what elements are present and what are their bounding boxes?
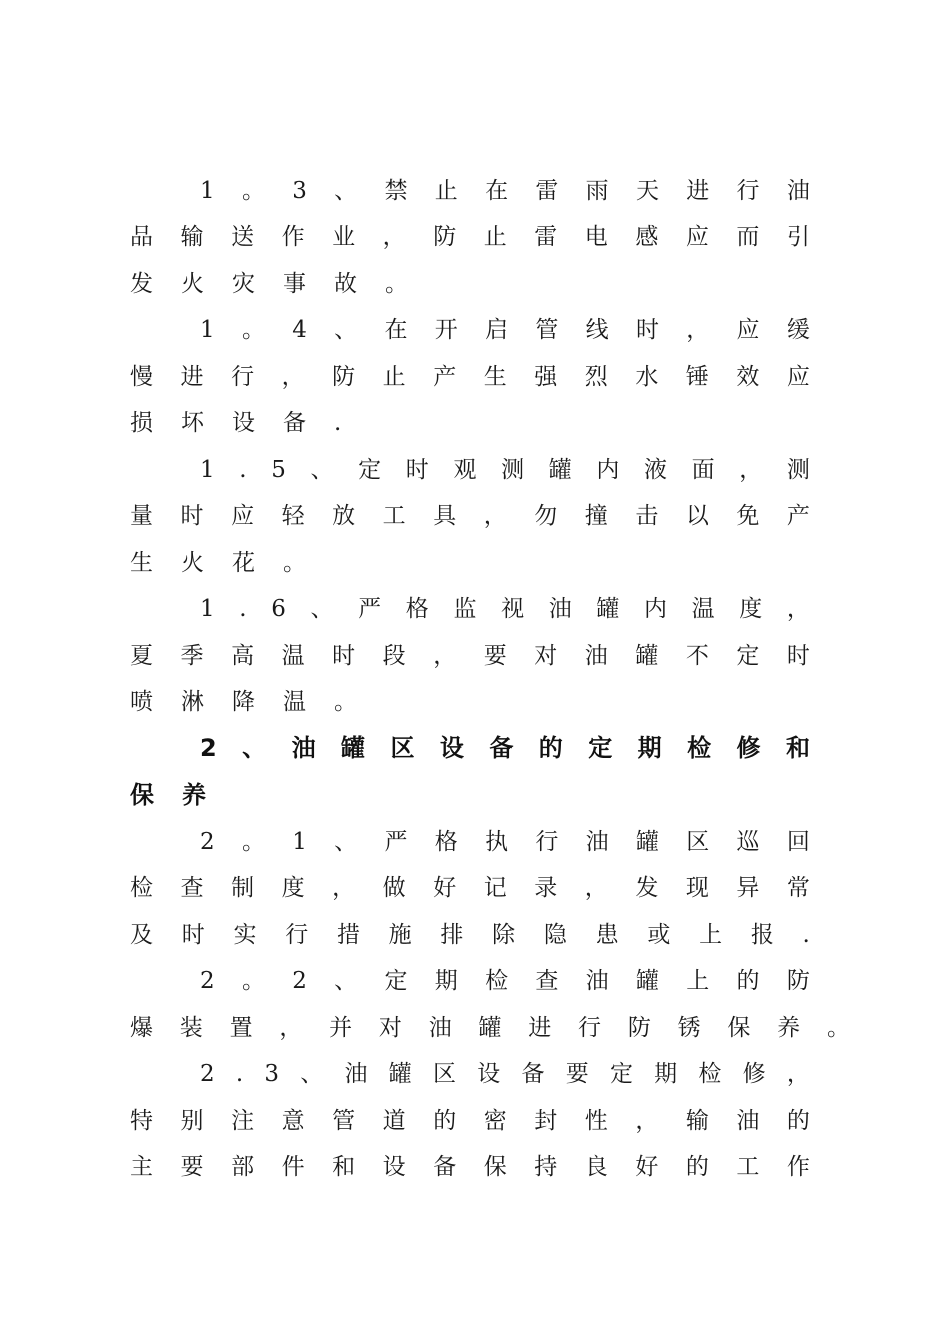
- text-char: ，: [433, 643, 457, 669]
- text-char: 油: [786, 178, 810, 204]
- text-char: 引: [786, 224, 810, 250]
- text-char: 巡: [736, 829, 760, 855]
- text-char: 2: [200, 968, 215, 994]
- text-char: 作: [786, 1154, 810, 1180]
- text-char: 防: [627, 1015, 651, 1041]
- text-char: 油: [584, 643, 608, 669]
- text-char: 工: [382, 503, 406, 529]
- text-char: 性: [584, 1108, 608, 1134]
- text-char: 1: [292, 829, 307, 855]
- text-char: 应: [685, 224, 709, 250]
- text-char: 异: [736, 875, 760, 901]
- text-char: 养: [777, 1015, 801, 1041]
- text-char: 花: [232, 550, 255, 576]
- text-line: [200, 168, 810, 214]
- text-char: 测: [786, 457, 810, 483]
- text-line: [130, 1005, 850, 1051]
- text-char: 油: [344, 1061, 368, 1087]
- text-char: 的: [685, 1154, 709, 1180]
- text-char: 修: [742, 1061, 766, 1087]
- text-char: 、: [300, 1061, 324, 1087]
- text-char: 喷: [130, 689, 153, 715]
- text-char: 温: [691, 596, 715, 622]
- text-char: 度: [739, 596, 763, 622]
- text-char: 上: [699, 922, 723, 948]
- text-char: 检: [130, 875, 153, 901]
- text-line: [130, 912, 810, 958]
- text-char: 行: [285, 922, 309, 948]
- text-char: 。: [241, 829, 265, 855]
- text-char: 施: [388, 922, 412, 948]
- text-char: ，: [332, 875, 356, 901]
- text-line: [130, 1098, 810, 1144]
- text-char: 2: [200, 1061, 215, 1087]
- text-char: 水: [635, 364, 659, 390]
- text-char: 进: [686, 178, 710, 204]
- text-char: 发: [130, 271, 153, 297]
- text-char: ，: [483, 503, 507, 529]
- text-char: 做: [382, 875, 406, 901]
- text-char: 检: [485, 968, 509, 994]
- text-char: 温: [281, 643, 305, 669]
- text-char: 要: [565, 1061, 589, 1087]
- text-line: [130, 214, 810, 260]
- text-char: 保: [727, 1015, 751, 1041]
- text-char: 慢: [130, 364, 153, 390]
- text-char: 备: [433, 1154, 457, 1180]
- text-char: 输: [180, 224, 204, 250]
- text-char: 夏: [130, 643, 153, 669]
- text-char: 保: [130, 781, 154, 809]
- text-char: 止: [382, 364, 406, 390]
- text-char: 好: [635, 1154, 659, 1180]
- text-char: ，: [584, 875, 608, 901]
- text-line: [130, 493, 810, 539]
- text-char: 罐: [548, 457, 572, 483]
- text-char: 设: [439, 734, 464, 762]
- text-char: .: [235, 1061, 244, 1087]
- text-char: 勿: [534, 503, 558, 529]
- text-char: 部: [231, 1154, 255, 1180]
- text-char: 天: [635, 178, 659, 204]
- text-char: 6: [271, 596, 286, 622]
- text-char: ，: [786, 1061, 810, 1087]
- text-char: 除: [492, 922, 516, 948]
- text-char: 及: [130, 922, 153, 948]
- text-char: 5: [271, 457, 286, 483]
- text-char: 液: [644, 457, 667, 483]
- text-char: 进: [180, 364, 204, 390]
- text-char: 1: [200, 596, 215, 622]
- text-char: 损: [130, 410, 153, 436]
- text-char: 在: [384, 317, 408, 343]
- text-char: 、: [334, 829, 358, 855]
- text-char: 输: [685, 1108, 709, 1134]
- text-char: 要: [180, 1154, 204, 1180]
- text-char: 段: [382, 643, 406, 669]
- text-char: 格: [434, 829, 458, 855]
- text-char: 送: [231, 224, 255, 250]
- text-char: 要: [483, 643, 507, 669]
- text-char: 定: [358, 457, 382, 483]
- text-char: 免: [736, 503, 760, 529]
- text-char: 观: [453, 457, 477, 483]
- text-char: 罐: [596, 596, 620, 622]
- text-line: [200, 586, 810, 632]
- text-char: 淋: [181, 689, 204, 715]
- text-char: 3: [292, 178, 307, 204]
- text-char: 检: [687, 734, 712, 762]
- text-char: 排: [440, 922, 464, 948]
- text-char: 应: [786, 364, 810, 390]
- text-char: 应: [736, 317, 760, 343]
- text-char: 应: [231, 503, 255, 529]
- text-char: 并: [329, 1015, 353, 1041]
- text-char: 防: [433, 224, 457, 250]
- text-char: 区: [433, 1061, 456, 1087]
- text-char: 意: [281, 1108, 305, 1134]
- text-char: 、: [242, 734, 267, 762]
- text-char: 备: [489, 734, 514, 762]
- text-char: 烈: [584, 364, 608, 390]
- text-char: 罐: [635, 643, 659, 669]
- text-char: 期: [654, 1061, 678, 1087]
- text-char: 查: [535, 968, 559, 994]
- text-char: 油: [585, 829, 609, 855]
- text-char: 发: [635, 875, 659, 901]
- text-char: 止: [434, 178, 458, 204]
- text-char: 主: [130, 1154, 153, 1180]
- text-char: 防: [786, 968, 810, 994]
- text-char: 雷: [534, 224, 558, 250]
- text-char: 降: [232, 689, 255, 715]
- text-char: 和: [785, 734, 810, 762]
- text-char: 视: [501, 596, 525, 622]
- text-line: [130, 354, 810, 400]
- text-char: 、: [310, 596, 334, 622]
- text-char: 区: [390, 734, 415, 762]
- text-char: 季: [180, 643, 204, 669]
- text-char: 油: [736, 1108, 760, 1134]
- text-line: [130, 1144, 810, 1190]
- text-char: 放: [332, 503, 356, 529]
- text-char: 品: [130, 224, 153, 250]
- text-char: 期: [434, 968, 458, 994]
- text-char: 时: [181, 922, 205, 948]
- text-char: 或: [647, 922, 671, 948]
- text-char: 期: [637, 734, 662, 762]
- text-char: .: [239, 457, 247, 483]
- text-char: .: [334, 410, 342, 436]
- text-char: 设: [382, 1154, 406, 1180]
- text-char: 罐: [341, 734, 366, 762]
- text-char: 设: [232, 410, 255, 436]
- text-char: 、: [334, 178, 358, 204]
- text-char: 2: [292, 968, 307, 994]
- text-char: 锈: [677, 1015, 701, 1041]
- text-char: 良: [584, 1154, 608, 1180]
- text-char: 罐: [478, 1015, 502, 1041]
- text-line: [130, 261, 810, 307]
- text-char: 4: [292, 317, 307, 343]
- text-char: 锤: [685, 364, 709, 390]
- text-char: 患: [595, 922, 619, 948]
- text-char: 格: [405, 596, 429, 622]
- text-char: 监: [453, 596, 477, 622]
- text-char: 而: [736, 224, 760, 250]
- text-char: 行: [578, 1015, 602, 1041]
- text-char: ，: [281, 364, 305, 390]
- text-char: 报: [750, 922, 774, 948]
- text-char: 高: [231, 643, 255, 669]
- text-char: 备: [521, 1061, 545, 1087]
- text-char: 。: [241, 317, 265, 343]
- text-char: 3: [264, 1061, 280, 1087]
- text-line: [200, 958, 810, 1004]
- text-char: 故: [334, 271, 357, 297]
- text-char: 检: [698, 1061, 722, 1087]
- text-char: 持: [534, 1154, 558, 1180]
- text-char: 爆: [130, 1015, 153, 1041]
- text-char: 产: [786, 503, 810, 529]
- text-char: 定: [609, 1061, 633, 1087]
- text-char: 修: [736, 734, 761, 762]
- text-char: 火: [181, 271, 204, 297]
- text-char: 1: [200, 457, 215, 483]
- text-line: [130, 633, 810, 679]
- text-char: 产: [433, 364, 457, 390]
- text-char: 防: [332, 364, 356, 390]
- text-char: 生: [483, 364, 507, 390]
- text-char: 。: [826, 1015, 850, 1041]
- text-char: 严: [358, 596, 382, 622]
- text-char: 设: [477, 1061, 501, 1087]
- text-char: 缓: [786, 317, 810, 343]
- text-char: 养: [182, 781, 206, 809]
- text-char: 件: [281, 1154, 305, 1180]
- text-char: 封: [534, 1108, 558, 1134]
- text-char: 行: [231, 364, 255, 390]
- text-line: [200, 307, 810, 353]
- text-char: 录: [534, 875, 558, 901]
- text-char: 备: [283, 410, 306, 436]
- text-char: 时: [332, 643, 356, 669]
- text-char: 上: [686, 968, 710, 994]
- text-char: 具: [433, 503, 457, 529]
- text-char: 保: [483, 1154, 507, 1180]
- text-line: [130, 679, 810, 725]
- text-char: 禁: [384, 178, 408, 204]
- text-char: 雨: [585, 178, 609, 204]
- text-char: 撞: [584, 503, 608, 529]
- text-char: 的: [538, 734, 563, 762]
- text-char: 实: [233, 922, 257, 948]
- text-char: 2: [200, 734, 217, 762]
- text-char: 。: [385, 271, 408, 297]
- text-char: 油: [291, 734, 316, 762]
- text-char: 好: [433, 875, 457, 901]
- text-line: [130, 400, 810, 446]
- text-char: 事: [283, 271, 306, 297]
- text-char: 的: [786, 1108, 810, 1134]
- text-char: 线: [585, 317, 609, 343]
- text-char: 、: [334, 968, 358, 994]
- text-char: 和: [332, 1154, 356, 1180]
- text-char: 感: [635, 224, 659, 250]
- text-char: 。: [283, 550, 306, 576]
- text-char: 面: [691, 457, 715, 483]
- text-char: ，: [739, 457, 763, 483]
- text-char: 现: [685, 875, 709, 901]
- text-char: 击: [635, 503, 659, 529]
- text-char: 油: [428, 1015, 452, 1041]
- text-char: 温: [283, 689, 306, 715]
- text-char: 油: [548, 596, 572, 622]
- text-char: 生: [130, 550, 153, 576]
- text-char: 。: [241, 968, 265, 994]
- text-char: 以: [685, 503, 709, 529]
- text-char: 对: [534, 643, 558, 669]
- text-char: 置: [229, 1015, 253, 1041]
- section-heading: [130, 772, 810, 818]
- text-char: 效: [736, 364, 760, 390]
- text-char: 业: [332, 224, 356, 250]
- text-char: 雷: [535, 178, 559, 204]
- text-char: 时: [786, 643, 810, 669]
- text-char: 在: [485, 178, 509, 204]
- text-char: 度: [281, 875, 305, 901]
- text-char: 灾: [232, 271, 255, 297]
- text-char: 管: [535, 317, 559, 343]
- text-char: 测: [501, 457, 525, 483]
- text-char: 时: [180, 503, 204, 529]
- text-char: 、: [334, 317, 358, 343]
- text-line: [200, 819, 810, 865]
- text-char: .: [802, 922, 810, 948]
- text-char: 、: [310, 457, 334, 483]
- text-line: [200, 1051, 810, 1097]
- text-char: 不: [685, 643, 709, 669]
- text-char: 1: [200, 178, 215, 204]
- text-char: 措: [336, 922, 360, 948]
- text-char: 坏: [181, 410, 204, 436]
- text-char: 罐: [635, 968, 659, 994]
- section-heading: [200, 725, 810, 771]
- text-char: 启: [485, 317, 509, 343]
- text-char: 作: [281, 224, 305, 250]
- text-char: 罐: [388, 1061, 412, 1087]
- text-char: 记: [483, 875, 507, 901]
- text-char: 罐: [635, 829, 659, 855]
- text-line: [130, 540, 810, 586]
- text-char: 查: [180, 875, 204, 901]
- text-char: 别: [180, 1108, 204, 1134]
- text-char: 执: [485, 829, 509, 855]
- text-char: 。: [241, 178, 265, 204]
- text-char: 回: [786, 829, 810, 855]
- text-char: 定: [736, 643, 760, 669]
- text-char: 的: [736, 968, 760, 994]
- text-char: 常: [786, 875, 810, 901]
- text-char: 特: [130, 1108, 153, 1134]
- text-char: 的: [433, 1108, 457, 1134]
- text-char: 电: [584, 224, 608, 250]
- text-char: 道: [382, 1108, 406, 1134]
- text-char: ，: [382, 224, 406, 250]
- text-char: 注: [231, 1108, 255, 1134]
- text-char: .: [239, 596, 247, 622]
- text-char: 严: [384, 829, 408, 855]
- text-char: 量: [130, 503, 153, 529]
- text-char: 开: [434, 317, 458, 343]
- text-char: 密: [483, 1108, 507, 1134]
- text-char: 对: [378, 1015, 402, 1041]
- text-char: ，: [686, 317, 710, 343]
- text-char: 行: [736, 178, 760, 204]
- text-char: 内: [596, 457, 620, 483]
- text-char: 工: [736, 1154, 760, 1180]
- text-char: 强: [534, 364, 558, 390]
- text-char: 定: [384, 968, 408, 994]
- text-char: ，: [279, 1015, 303, 1041]
- text-char: 内: [644, 596, 667, 622]
- text-char: 装: [179, 1015, 203, 1041]
- text-char: 止: [483, 224, 507, 250]
- text-char: 1: [200, 317, 215, 343]
- text-char: 轻: [281, 503, 305, 529]
- text-char: 定: [588, 734, 613, 762]
- text-char: 管: [332, 1108, 356, 1134]
- text-char: 进: [528, 1015, 552, 1041]
- text-char: ，: [786, 596, 810, 622]
- text-char: 。: [334, 689, 357, 715]
- text-char: 时: [405, 457, 429, 483]
- text-char: 区: [686, 829, 710, 855]
- text-line: [200, 447, 810, 493]
- text-char: 油: [585, 968, 609, 994]
- text-char: 时: [635, 317, 659, 343]
- text-char: 行: [535, 829, 559, 855]
- text-char: 制: [231, 875, 255, 901]
- text-char: 隐: [543, 922, 567, 948]
- text-char: 2: [200, 829, 215, 855]
- text-char: 火: [181, 550, 204, 576]
- text-line: [130, 865, 810, 911]
- text-char: ，: [635, 1108, 659, 1134]
